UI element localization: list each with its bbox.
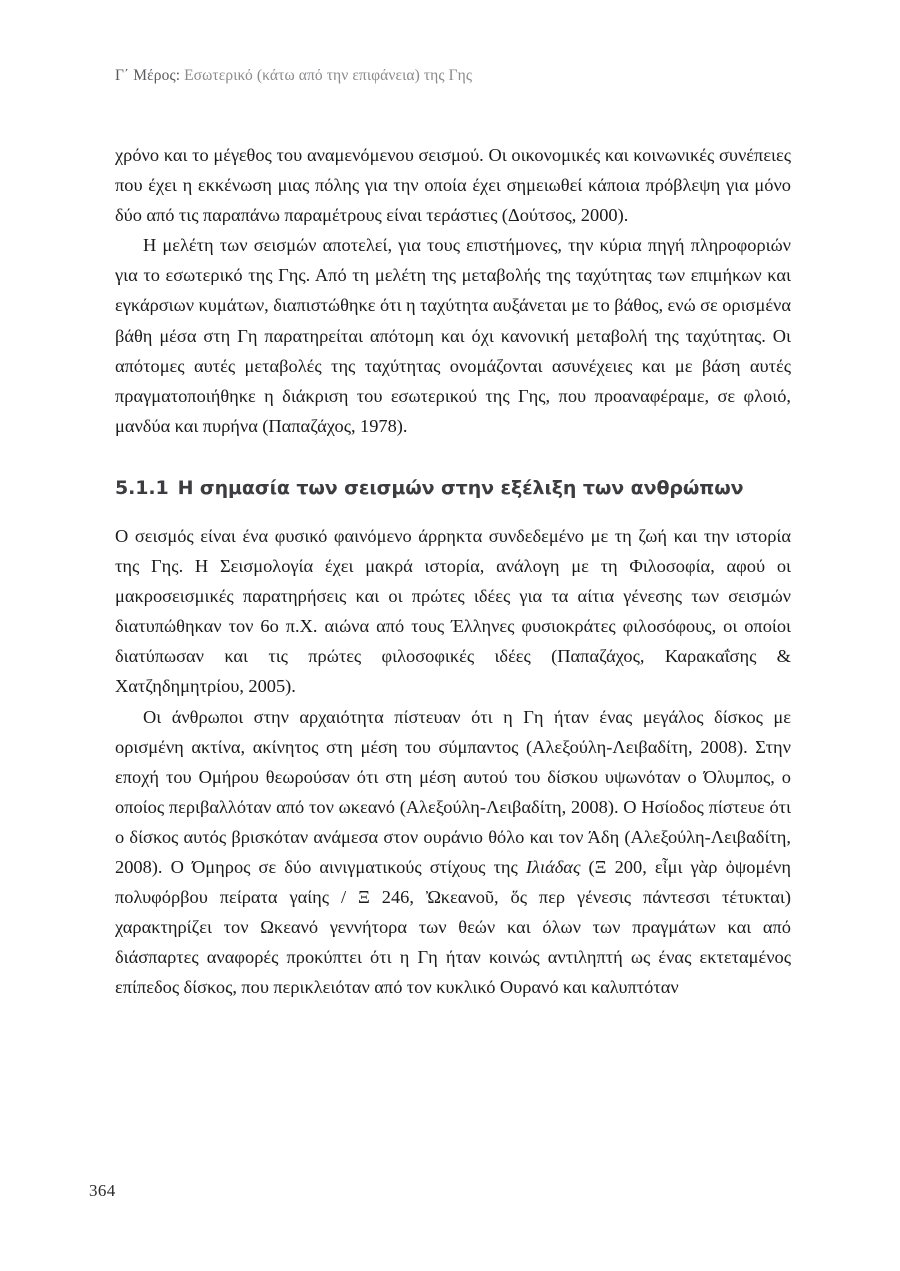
running-header-part-label: Γ΄ Μέρος: [115, 67, 181, 84]
antiquity-segment-lead: Οι άνθρωποι στην αρχαιότητα πίστευαν ότι η Γη ήταν ένας μεγάλος δίσκος με ορισμένη ακτίνα, ακίνητος στη μέση του σύμπαντος (Αλεξούλη-Λειβαδίτη, 2008). Στην εποχή του Ομήρου θεωρούσαν ότι στη μέση αυτού του δίσκου υψωνόταν ο Όλυμπος, ο οποίος περιβαλλόταν από τον ωκεανό (Αλεξούλη-Λειβαδίτη, 2008). Ο Ησίοδος πίστευε ότι ο δίσκος αυτός βρισκόταν ανάμεσα στον ουράνιο θόλο και τον Άδη (Αλεξούλη-Λειβαδίτη, 2008). Ο Όμηρος σε δύο αινιγματικούς στίχους της [115, 706, 791, 877]
running-header-part-title: Εσωτερικό (κάτω από την επιφάνεια) της Γης [184, 67, 473, 84]
page-number: 364 [89, 1181, 116, 1200]
antiquity-segment-tail: (Ξ 200, εἶμι γὰρ ὀψομένη πολυφόρβου πείρατα γαίης / Ξ 246, Ὠκεανοῦ, ὅς περ γένεσις πάντεσσι τέτυκται) χαρακτηρίζει τον Ωκεανό γεννήτορα των θεών και όλων των πραγμάτων και από διάσπαρτες αναφορές προκύπτει ότι η Γη ήταν κοινώς αντιληπτή ως ένας εκτεταμένος επίπεδος δίσκος, που περικλειόταν από τον κυκλικό Ουρανό και καλυπτόταν [115, 856, 791, 998]
section-heading [115, 475, 791, 501]
heading-spacer-top [115, 441, 791, 475]
text-column [115, 140, 791, 1002]
paragraph-quake-prediction: χρόνο και το μέγεθος του αναμενόμενου σεισμού. Οι οικονομικές και κοινωνικές συνέπειες που έχει η εκκένωση μιας πόλης για την οποία έχει σημειωθεί κάποια πρόβλεψη για μόνο δύο από τις παραπάνω παραμέτρους είναι τεράστιες (Δούτσος, 2000). [115, 145, 791, 226]
heading-spacer-bottom [115, 501, 791, 521]
paragraph-earthquake-study: Η μελέτη των σεισμών αποτελεί, για τους επιστήμονες, την κύρια πηγή πληροφοριών για το εσωτερικό της Γης. Από τη μελέτη της μεταβολής της ταχύτητας των επιμήκων και εγκάρσιων κυμάτων, διαπιστώθηκε ότι η ταχύτητα αυξάνεται με το βάθος, ενώ σε ορισμένα βάθη μέσα στη Γη παρατηρείται απότομη και όχι κανονική μεταβολή της ταχύτητας. Οι απότομες αυτές μεταβολές της ταχύτητας ονομάζονται ασυνέχειες και με βάση αυτές πραγματοποιήθηκε η διάκριση του εσωτερικού της Γης, που προαναφέραμε, σε φλοιό, μανδύα και πυρήνα (Παπαζάχος, 1978). [115, 235, 791, 436]
section-heading-title: Η σημασία των σεισμών στην εξέλιξη των ανθρώπων [177, 476, 744, 499]
paragraph-seismology-history: Ο σεισμός είναι ένα φυσικό φαινόμενο άρρηκτα συνδεδεμένο με τη ζωή και την ιστορία της Γης. Η Σεισμολογία έχει μακρά ιστορία, ανάλογη με τη Φιλοσοφία, αφού οι μακροσεισμικές παρατηρήσεις και οι πρώτες ιδέες για τα αίτια γένεσης των σεισμών διατυπώθηκαν τον 6ο π.Χ. αιώνα από τους Έλληνες φυσιοκράτες φιλοσόφους, οι οποίοι διατύπωσαν και τις πρώτες φιλοσοφικές ιδέες (Παπαζάχος, Καρακαΐσης & Χατζηδημητρίου, 2005). [115, 525, 791, 697]
running-header [115, 66, 805, 86]
section-heading-number: 5.1.1 [115, 476, 169, 499]
paragraph-antiquity-disc [115, 702, 791, 1003]
work-title-iliad: Ιλιάδας [525, 856, 581, 877]
